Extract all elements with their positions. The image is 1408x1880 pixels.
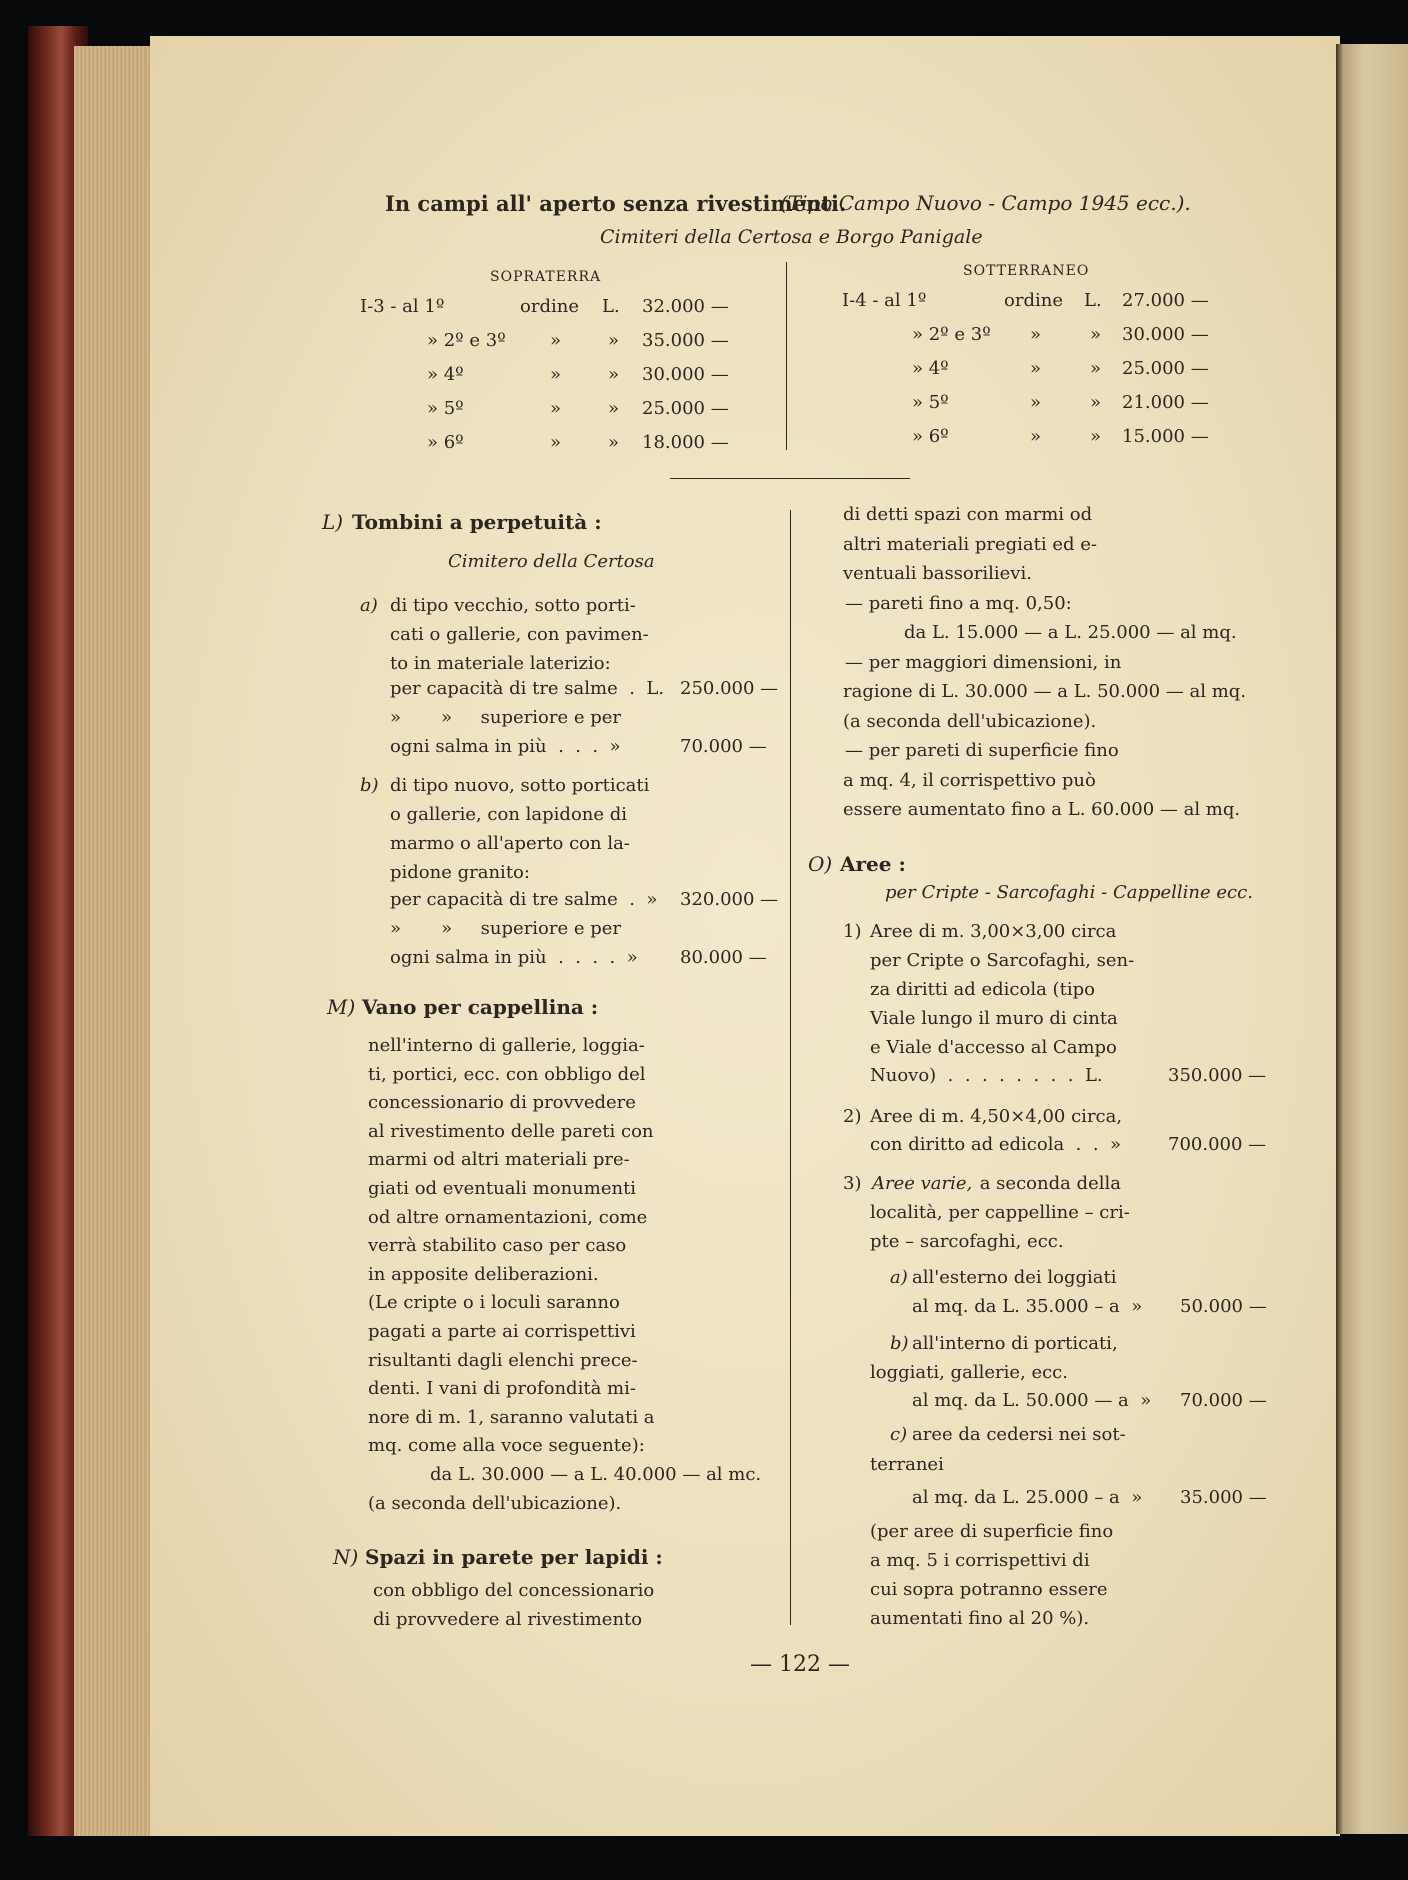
table-row-col3: » [1090, 358, 1102, 379]
price-row-value: 50.000 — [1180, 1296, 1267, 1317]
table-row-price: 15.000 — [1122, 426, 1209, 447]
item-line: Aree di m. 3,00×3,00 circa [870, 921, 1117, 942]
price-row-text: ogni salma in più . . . . » [390, 947, 638, 968]
text-line: in apposite deliberazioni. [368, 1263, 599, 1285]
table-row-label: » 5º [427, 398, 464, 419]
table-row-price: 21.000 — [1122, 392, 1209, 413]
columns-divider [790, 510, 791, 1625]
table-row-col3: » [608, 330, 620, 351]
text-line: nore di m. 1, saranno valutati a [368, 1406, 655, 1428]
table-row-col3: » [1090, 392, 1102, 413]
table-column-divider [786, 262, 787, 450]
section-subtitle: Cimitero della Certosa [448, 551, 655, 572]
item-title: Aree varie, [872, 1173, 973, 1194]
section-divider [670, 478, 910, 479]
subheading: Cimiteri della Certosa e Borgo Panigale [600, 226, 983, 248]
table-row-col2: » [550, 432, 562, 453]
price-row-text: al mq. da L. 50.000 — a » [912, 1390, 1152, 1411]
text-line: pagati a parte ai corrispettivi [368, 1321, 636, 1342]
item-line: Viale lungo il muro di cinta [870, 1008, 1118, 1029]
note-line: cui sopra potranno essere [870, 1579, 1108, 1600]
price-row-text: per capacità di tre salme . » [390, 889, 658, 910]
table-row-label: I-3 - al 1º [360, 296, 445, 317]
text-line: da L. 15.000 — a L. 25.000 — al mq. [904, 622, 1237, 643]
item-line: cati o gallerie, con pavimen- [390, 624, 649, 645]
item-line: Aree di m. 4,50×4,00 circa, [870, 1106, 1123, 1127]
price-row-value: 35.000 — [1180, 1487, 1267, 1508]
text-line: mq. come alla voce seguente): [368, 1435, 645, 1457]
item-label: b) [360, 775, 379, 796]
price-row-text: per capacità di tre salme . L. [390, 678, 665, 699]
sub-line: all'esterno dei loggiati [912, 1267, 1117, 1288]
text-line: ragione di L. 30.000 — a L. 50.000 — al mq. [843, 681, 1247, 702]
note-line: aumentati fino al 20 %). [870, 1608, 1090, 1629]
sub-line: all'interno di porticati, [912, 1333, 1118, 1354]
price-row-text: » » superiore e per [390, 707, 622, 728]
text-line: di provvedere al rivestimento [373, 1609, 643, 1630]
item-line: per Cripte o Sarcofaghi, sen- [870, 950, 1135, 971]
table-row-price: 32.000 — [642, 296, 729, 317]
table-left-title: SOPRATERRA [490, 269, 602, 285]
table-row-label: » 2º e 3º [427, 330, 506, 351]
item-line: o gallerie, con lapidone di [390, 804, 628, 825]
page-edges [74, 46, 158, 1836]
price-row-value: 80.000 — [680, 947, 767, 968]
item-num: 2) [843, 1106, 862, 1127]
table-row-price: 30.000 — [1122, 324, 1209, 345]
item-num: 3) [843, 1173, 862, 1194]
section-letter: O) [808, 852, 833, 876]
text-line: con obbligo del concessionario [373, 1580, 655, 1601]
sub-line: loggiati, gallerie, ecc. [870, 1362, 1068, 1383]
page-number: — 122 — [750, 1652, 850, 1677]
section-letter: M) [327, 995, 356, 1019]
table-row-col2: » [550, 398, 562, 419]
text-line: da L. 30.000 — a L. 40.000 — al mc. [430, 1464, 762, 1485]
text-line: nell'interno di gallerie, loggia- [368, 1035, 645, 1056]
note-line: (per aree di superficie fino [870, 1521, 1114, 1542]
sub-label: b) [890, 1333, 909, 1354]
text-line: (a seconda dell'ubicazione). [368, 1492, 622, 1514]
section-title: Spazi in parete per lapidi : [365, 1545, 663, 1569]
item-line: za diritti ad edicola (tipo [870, 979, 1095, 1000]
table-row-price: 18.000 — [642, 432, 729, 453]
sub-line: aree da cedersi nei sot- [912, 1424, 1126, 1445]
item-line: e Viale d'accesso al Campo [870, 1037, 1117, 1058]
table-right-title: SOTTERRANEO [963, 263, 1090, 279]
price-row-value: 320.000 — [680, 889, 779, 910]
item-line: di tipo vecchio, sotto porti- [390, 595, 636, 616]
item-line: marmo o all'aperto con la- [390, 833, 630, 854]
item-label: a) [360, 595, 378, 616]
price-row-text: Nuovo) . . . . . . . . L. [870, 1065, 1103, 1086]
table-row-col3: » [608, 398, 620, 419]
text-line: al rivestimento delle pareti con [368, 1120, 654, 1142]
text-line: risultanti dagli elenchi prece- [368, 1349, 638, 1371]
text-line: — pareti fino a mq. 0,50: [845, 592, 1072, 614]
text-line: a mq. 4, il corrispettivo può [843, 769, 1096, 791]
text-line: ventuali bassorilievi. [843, 563, 1032, 584]
price-row-text: al mq. da L. 35.000 – a » [912, 1296, 1143, 1317]
table-row-col2: » [550, 364, 562, 385]
note-line: a mq. 5 i corrispettivi di [870, 1550, 1090, 1571]
next-page-edge [1336, 44, 1408, 1834]
item-line: di tipo nuovo, sotto porticati [390, 775, 650, 796]
price-row-text: al mq. da L. 25.000 – a » [912, 1487, 1143, 1508]
table-row-col3: L. [1084, 290, 1102, 311]
table-row-label: » 5º [912, 392, 949, 413]
item-line: to in materiale laterizio: [390, 653, 611, 674]
section-letter: N) [333, 1545, 359, 1569]
text-line: denti. I vani di profondità mi- [368, 1378, 636, 1400]
text-line: (Le cripte o i loculi saranno [368, 1292, 620, 1314]
heading-note: (Tipo Campo Nuovo - Campo 1945 ecc.). [780, 191, 1191, 215]
item-line: pte – sarcofaghi, ecc. [870, 1231, 1064, 1252]
price-row-value: 250.000 — [680, 678, 779, 699]
text-line: marmi od altri materiali pre- [368, 1149, 630, 1171]
table-row-col2: » [1030, 426, 1042, 447]
table-row-label: » 2º e 3º [912, 324, 991, 345]
table-row-col2: ordine [1004, 290, 1063, 311]
price-row-text: ogni salma in più . . . » [390, 736, 621, 757]
section-title: Vano per cappellina : [362, 995, 599, 1019]
sub-label: c) [890, 1424, 908, 1445]
table-row-label: » 4º [912, 358, 949, 379]
section-title: Tombini a perpetuità : [352, 510, 602, 534]
table-row-col2: » [550, 330, 562, 351]
price-row-value: 70.000 — [680, 736, 767, 757]
text-line: — per maggiori dimensioni, in [845, 651, 1122, 673]
table-row-col2: ordine [520, 296, 579, 317]
table-row-col2: » [1030, 324, 1042, 345]
table-row-price: 25.000 — [642, 398, 729, 419]
price-row-value: 700.000 — [1168, 1134, 1267, 1155]
table-row-price: 25.000 — [1122, 358, 1209, 379]
table-row-label: I-4 - al 1º [842, 290, 927, 311]
text-line: (a seconda dell'ubicazione). [843, 710, 1097, 732]
text-line: ti, portici, ecc. con obbligo del [368, 1063, 646, 1085]
item-line: a seconda della [974, 1173, 1121, 1194]
text-line: di detti spazi con marmi od [843, 504, 1093, 525]
text-line: altri materiali pregiati ed e- [843, 533, 1097, 555]
item-num: 1) [843, 921, 862, 942]
price-row-value: 70.000 — [1180, 1390, 1267, 1411]
table-row-col3: » [608, 432, 620, 453]
table-row-label: » 6º [912, 426, 949, 447]
table-row-price: 35.000 — [642, 330, 729, 351]
table-row-label: » 6º [427, 432, 464, 453]
table-row-col2: » [1030, 358, 1042, 379]
sub-label: a) [890, 1267, 908, 1288]
text-line: verrà stabilito caso per caso [368, 1235, 627, 1257]
table-row-price: 27.000 — [1122, 290, 1209, 311]
price-row-text: con diritto ad edicola . . » [870, 1134, 1121, 1155]
text-line: giati od eventuali monumenti [368, 1178, 637, 1199]
table-row-col3: » [608, 364, 620, 385]
heading: In campi all' aperto senza rivestimenti. [385, 191, 847, 216]
price-row-value: 350.000 — [1168, 1065, 1267, 1086]
text-line: od altre ornamentazioni, come [368, 1206, 648, 1228]
table-row-label: » 4º [427, 364, 464, 385]
section-letter: L) [322, 510, 344, 534]
sub-line: terranei [870, 1454, 944, 1475]
table-row-col3: » [1090, 324, 1102, 345]
item-line: pidone granito: [390, 862, 530, 883]
table-row-col2: » [1030, 392, 1042, 413]
text-line: concessionario di provvedere [368, 1092, 636, 1114]
price-row-text: » » superiore e per [390, 918, 622, 939]
section-title: Aree : [840, 852, 906, 876]
text-line: essere aumentato fino a L. 60.000 — al mq. [843, 799, 1241, 820]
section-subtitle: per Cripte - Sarcofaghi - Cappelline ecc. [885, 882, 1253, 903]
item-line: località, per cappelline – cri- [870, 1202, 1130, 1223]
text-line: — per pareti di superficie fino [845, 740, 1119, 761]
table-row-col3: L. [602, 296, 620, 317]
table-row-col3: » [1090, 426, 1102, 447]
table-row-price: 30.000 — [642, 364, 729, 385]
